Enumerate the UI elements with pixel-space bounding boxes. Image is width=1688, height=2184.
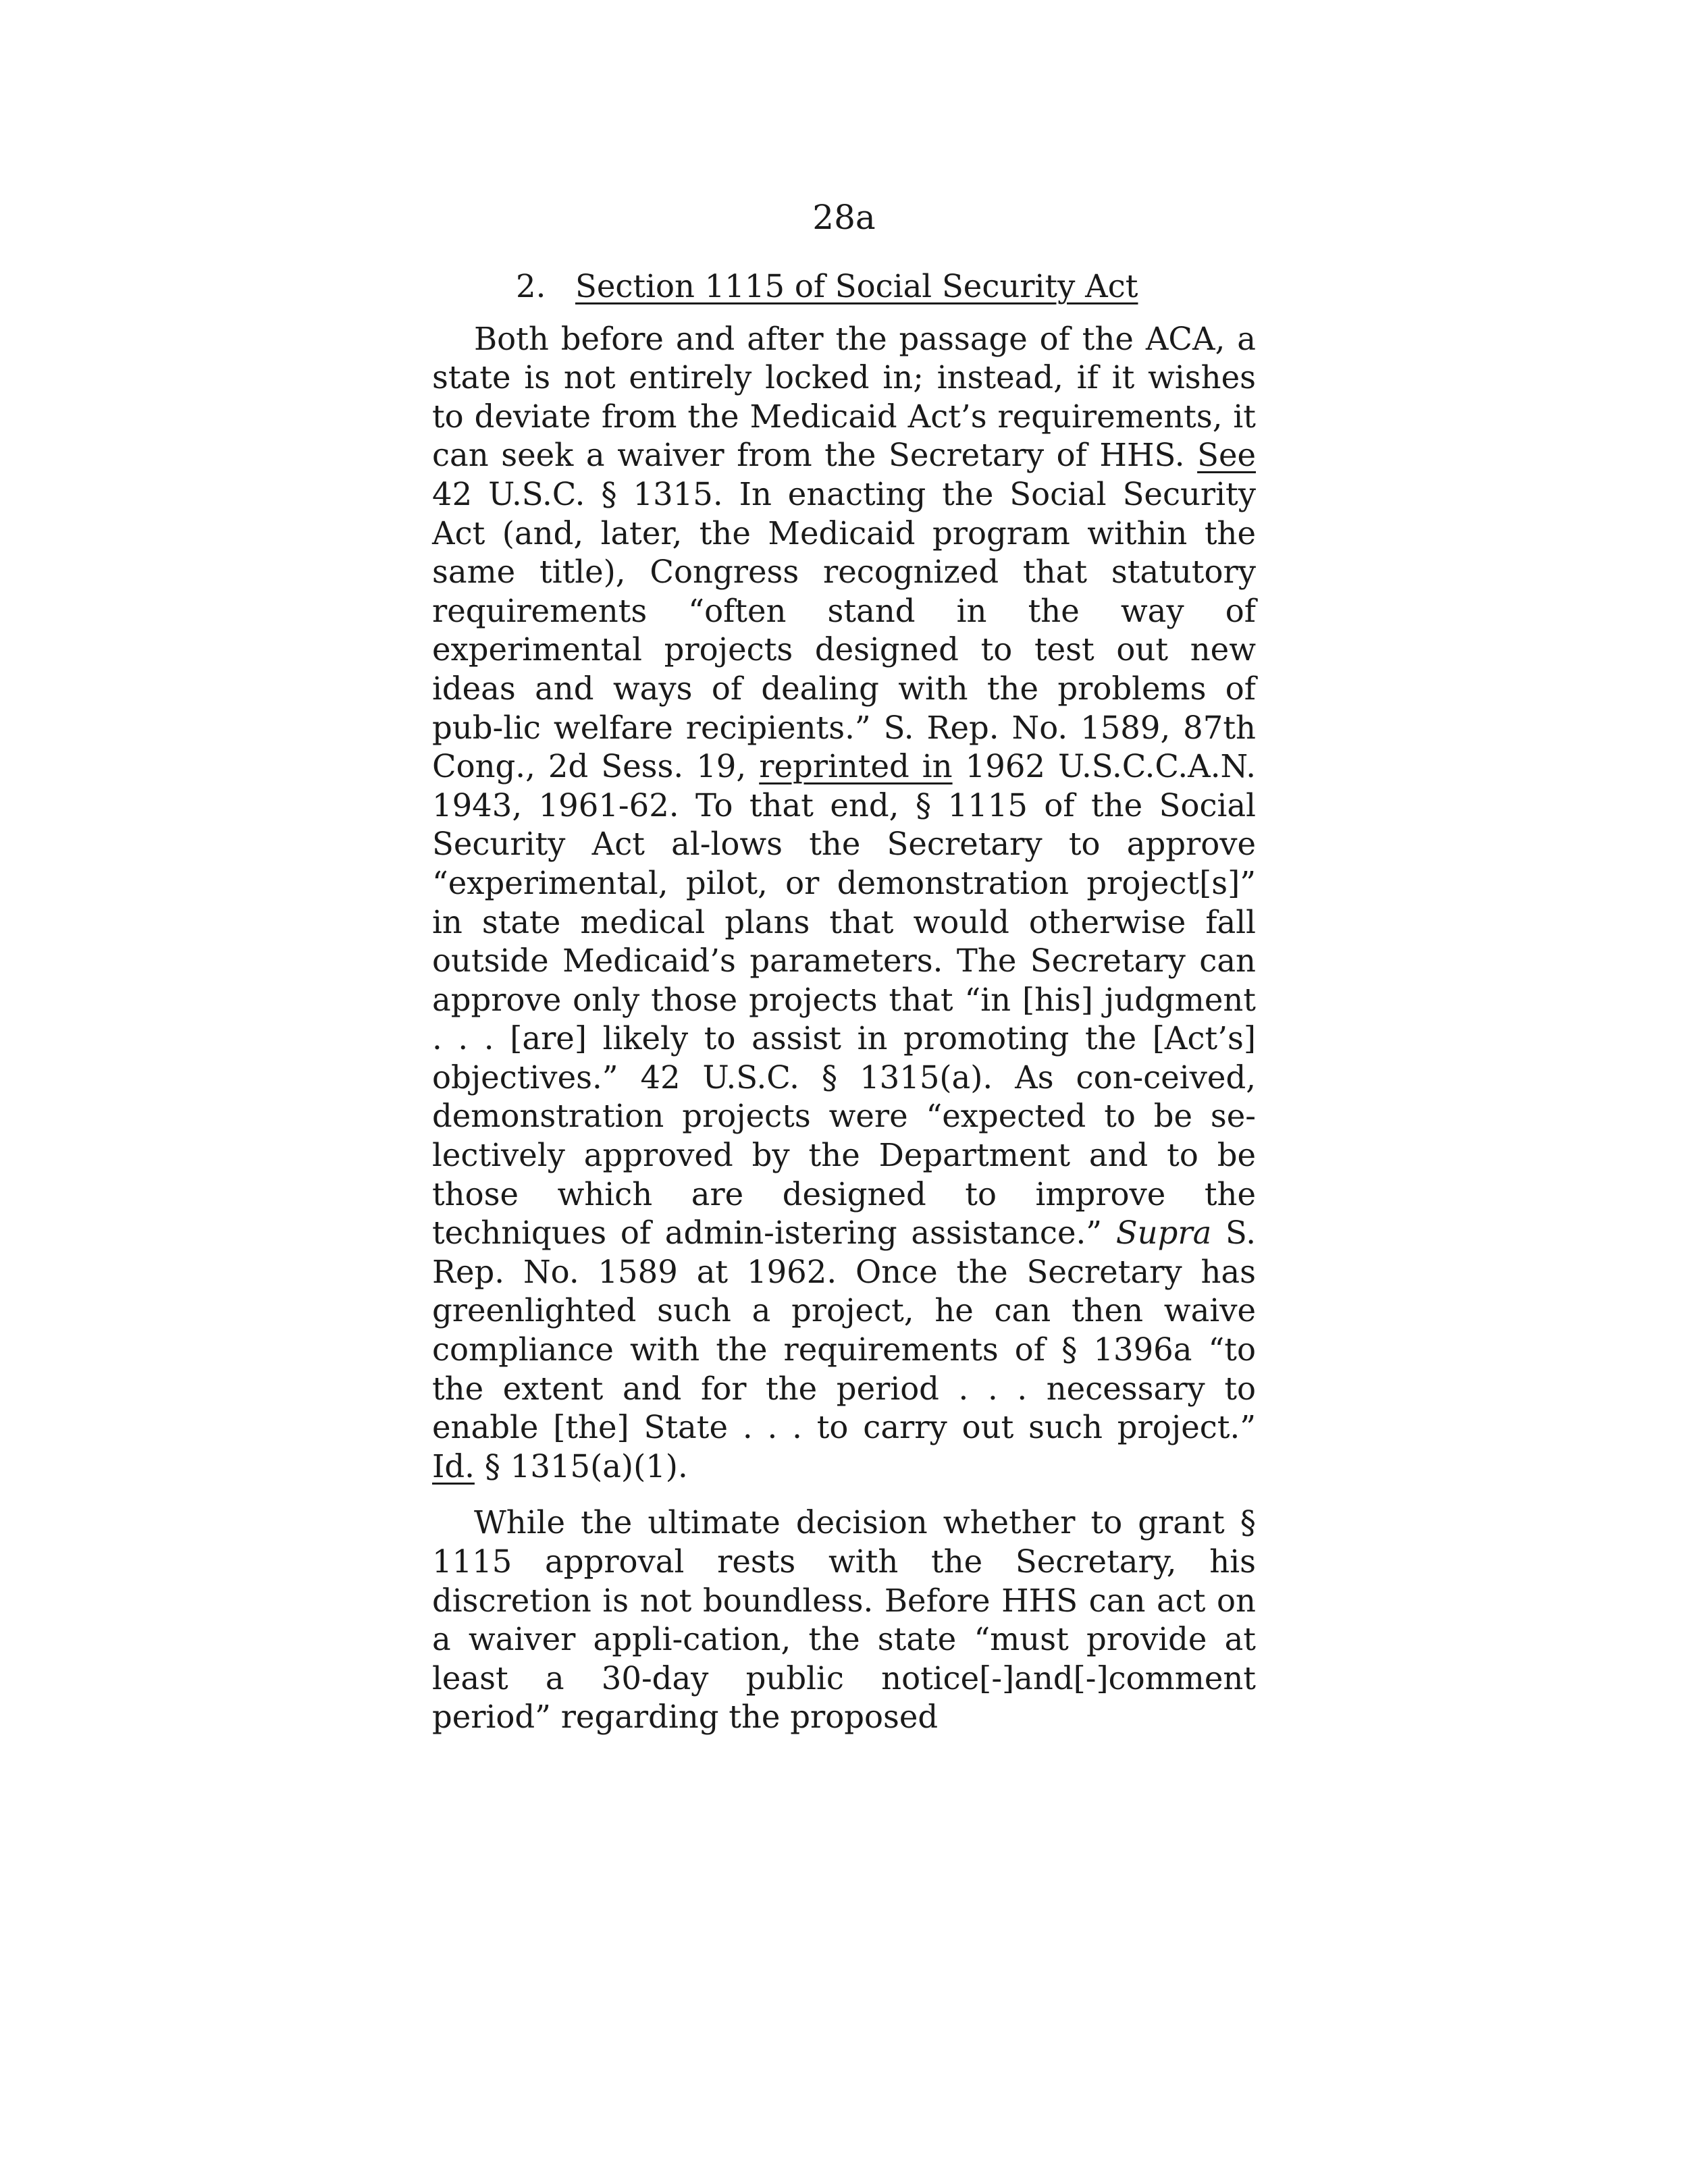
citation-signal-id: Id.: [432, 1447, 475, 1485]
text-run: While the ultimate decision whether to grant § 1115 approval rests with the Secretary, his discretion is not boundless. Before HHS can act on a waiver appli-​cation, the state “must provide at least a 30-day public notice[-]and[-]comment period” regarding the proposed: [432, 1504, 1256, 1736]
page-number: 28a: [812, 198, 876, 237]
text-run: § 1315(a)(1).: [474, 1447, 688, 1485]
citation-signal-see: See: [1197, 437, 1256, 474]
text-run: 42 U.S.C. § 1315. In enacting the Social Security Act (and, later, the Medicaid program within the same title), Congress recognized that statutory requirements “often stand in the way of experimental projects designed to test out new ideas and ways of dealing with the problems of pub-​lic welfare recipients.” S. Rep. No. 1589, 87th Cong., 2d Sess. 19,: [432, 475, 1256, 785]
text-run: 1962 U.S.C.C.A.N. 1943, 1961-​62. To that end, § 1115 of the Social Security Act al-​lows the Secretary to approve “experimental, pilot, or demonstration project[s]” in state medical plans that would otherwise fall outside Medicaid’s parameters. The Secretary can approve only those projects that “in [his] judgment . . . [are] likely to assist in promoting the [Act’s] objectives.” 42 U.S.C. § 1315(a). As con-​ceived, demonstration projects were “expected to be se-​lectively approved by the Department and to be those which are designed to improve the techniques of admin-​istering assistance.”: [432, 748, 1256, 1252]
citation-signal-supra: Supra: [1115, 1215, 1212, 1252]
section-heading: [432, 267, 1256, 307]
text-run: S. Rep. No. 1589 at 1962. Once the Secretary has greenlighted such a project, he can then waive compliance with the requirements of § 1396a “to the extent and for the period . . . necessary to enable [the] State . . . to carry out such project.”: [432, 1215, 1257, 1446]
citation-signal-reprinted-in: reprinted in: [759, 748, 953, 785]
section-heading-number: 2.: [516, 268, 546, 304]
text-run: Both before and after the passage of the ACA, a state is not entirely locked in; instead, if it wishes to deviate from the Medicaid Act’s requirements, it can seek a waiver from the Secretary of HHS.: [432, 320, 1256, 474]
section-heading-title: Section 1115 of Social Security Act: [575, 268, 1138, 304]
text-column: [432, 267, 1256, 1737]
body-paragraph-1: [432, 320, 1256, 1487]
body-paragraph-2: [432, 1503, 1256, 1737]
